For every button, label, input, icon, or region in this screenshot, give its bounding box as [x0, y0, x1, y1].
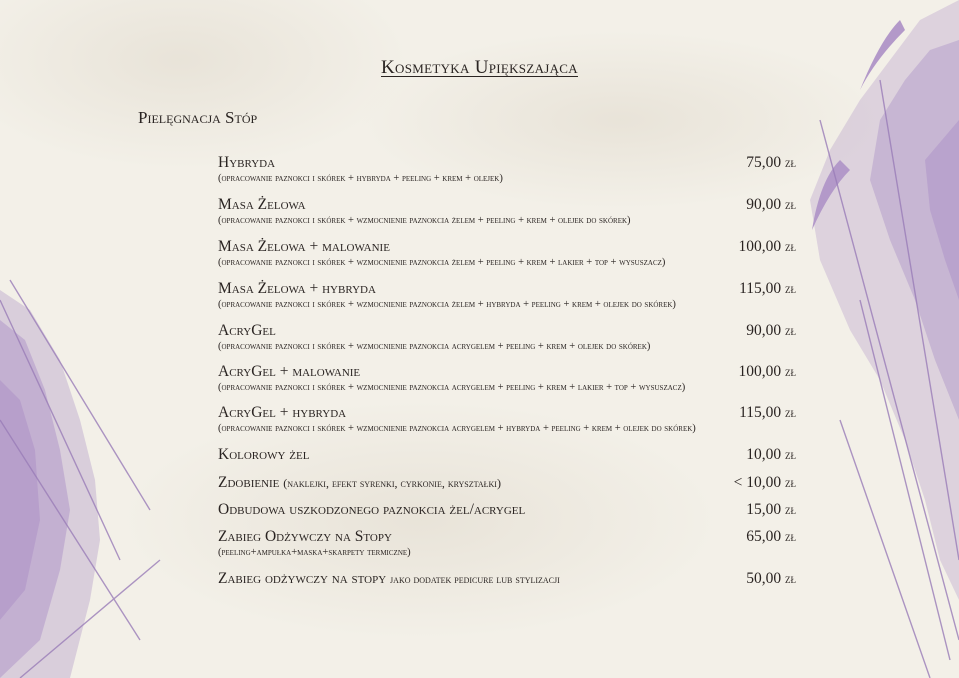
item-price: 75,00 zł: [746, 154, 796, 171]
item-name: Masa Żelowa: [218, 196, 306, 213]
item-name: Hybryda: [218, 154, 276, 171]
item-note: jako dodatek pedicure lub stylizacji: [390, 572, 560, 586]
price-item: [218, 404, 796, 434]
item-name: Zabieg odżywczy na stopy jako dodatek pedicure lub stylizacji: [218, 570, 560, 587]
item-price: 90,00 zł: [746, 196, 796, 213]
price-item: [218, 238, 796, 268]
item-name: Kolorowy żel: [218, 446, 310, 463]
item-description: (opracowanie paznokci i skórek + wzmocnienie paznokcia żelem + peeling + krem + lakier + top + wysuszacz): [218, 257, 666, 268]
item-name: AcryGel: [218, 322, 276, 339]
price-item: [218, 474, 796, 492]
item-name: Zdobienie (naklejki, efekt syrenki, cyrkonie, kryształki): [218, 474, 501, 491]
item-description: (opracowanie paznokci i skórek + wzmocnienie paznokcia żelem + hybryda + peeling + krem + olejek do skórek): [218, 299, 676, 310]
item-price: 90,00 zł: [746, 322, 796, 339]
item-price: < 10,00 zł: [733, 474, 796, 491]
section-title: Pielęgnacja Stóp: [138, 108, 258, 127]
item-name: Masa Żelowa + malowanie: [218, 238, 390, 255]
price-item: [218, 501, 796, 519]
item-note: (naklejki, efekt syrenki, cyrkonie, kryształki): [283, 476, 501, 490]
item-description: (opracowanie paznokci i skórek + wzmocnienie paznokcia acrygelem + peeling + krem + lakier + top + wysuszacz): [218, 382, 686, 393]
item-name: Zabieg Odżywczy na Stopy: [218, 528, 392, 545]
price-item: [218, 280, 796, 310]
item-price: 65,00 zł: [746, 528, 796, 545]
price-item: [218, 154, 796, 184]
item-price: 100,00 zł: [738, 363, 796, 380]
item-name: AcryGel + hybryda: [218, 404, 347, 421]
page-title: Kosmetyka Upiększająca: [381, 57, 578, 78]
item-price: 100,00 zł: [738, 238, 796, 255]
price-item: [218, 363, 796, 393]
item-description: (opracowanie paznokci i skórek + wzmocnienie paznokcia acrygelem + hybryda + peeling + krem + olejek do skórek): [218, 423, 696, 434]
item-price: 50,00 zł: [746, 570, 796, 587]
price-item: [218, 196, 796, 226]
price-item: [218, 322, 796, 352]
price-item: [218, 446, 796, 464]
item-description: (opracowanie paznokci i skórek + wzmocnienie paznokcia acrygelem + peeling + krem + olejek do skórek): [218, 341, 651, 352]
item-description: (opracowanie paznokci i skórek + hybryda + peeling + krem + olejek): [218, 173, 503, 184]
price-item: [218, 570, 796, 588]
item-name: Odbudowa uszkodzonego paznokcia żel/acrygel: [218, 501, 526, 518]
item-price: 115,00 zł: [739, 404, 796, 421]
item-price: 10,00 zł: [746, 446, 796, 463]
item-price: 115,00 zł: [739, 280, 796, 297]
item-price: 15,00 zł: [746, 501, 796, 518]
item-name: Masa Żelowa + hybryda: [218, 280, 376, 297]
item-description: (peeling+ampułka+maska+skarpety termiczne): [218, 547, 411, 558]
price-item: [218, 528, 796, 558]
item-description: (opracowanie paznokci i skórek + wzmocnienie paznokcia żelem + peeling + krem + olejek do skórek): [218, 215, 631, 226]
item-name: AcryGel + malowanie: [218, 363, 361, 380]
